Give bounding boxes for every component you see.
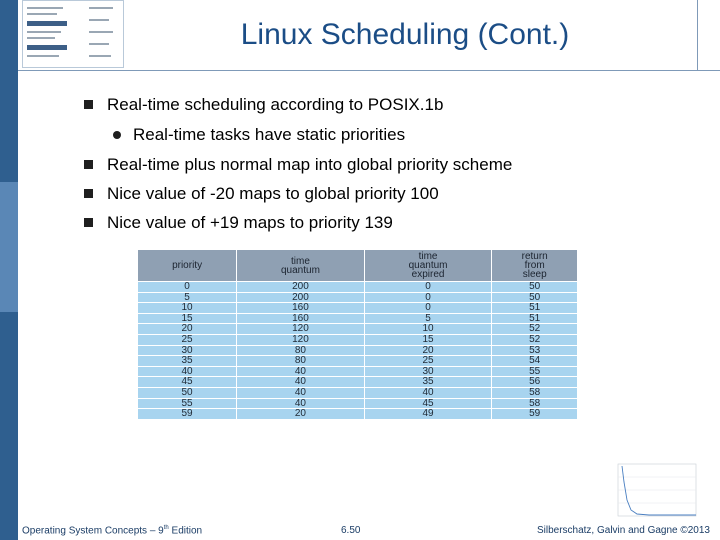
table-cell: 80 [237, 345, 365, 356]
table-row [138, 345, 578, 356]
table-row [138, 387, 578, 398]
table-cell: 50 [492, 292, 577, 303]
table-cell: 5 [364, 313, 492, 324]
table-row [138, 292, 578, 303]
square-bullet-icon [84, 100, 93, 109]
table-cell: 40 [237, 387, 365, 398]
priority-table [137, 250, 577, 419]
bullet-item: Real-time scheduling according to POSIX.1b [84, 95, 443, 115]
table-cell: 120 [237, 334, 365, 345]
table-cell: 55 [492, 366, 577, 377]
mini-curve-graphic [604, 460, 700, 522]
table-cell: 50 [492, 282, 577, 293]
header-priority: priority [138, 250, 237, 282]
bullet-item: Nice value of +19 maps to priority 139 [84, 213, 393, 233]
table-row [138, 409, 578, 419]
left-accent-bar [0, 0, 18, 540]
table-row [138, 356, 578, 367]
table-cell: 40 [138, 366, 237, 377]
table-cell: 120 [237, 324, 365, 335]
footer-page-number: 6.50 [341, 525, 361, 536]
bullet-item: Nice value of -20 maps to global priority 100 [84, 184, 439, 204]
table-cell: 58 [492, 387, 577, 398]
table-cell: 45 [364, 398, 492, 409]
header-thumbnail-graphic [22, 0, 124, 68]
table-cell: 200 [237, 282, 365, 293]
table-cell: 55 [138, 398, 237, 409]
table-cell: 0 [364, 292, 492, 303]
table-row [138, 377, 578, 388]
table-cell: 50 [138, 387, 237, 398]
table-row [138, 303, 578, 314]
table-cell: 15 [138, 313, 237, 324]
table-cell: 15 [364, 334, 492, 345]
table-cell: 0 [364, 303, 492, 314]
table-cell: 160 [237, 313, 365, 324]
table-cell: 200 [237, 292, 365, 303]
header-return-from-sleep: return from sleep [492, 250, 577, 282]
square-bullet-icon [84, 218, 93, 227]
table-cell: 10 [138, 303, 237, 314]
table-row [138, 398, 578, 409]
square-bullet-icon [84, 160, 93, 169]
table-cell: 59 [492, 409, 577, 419]
table-cell: 40 [364, 387, 492, 398]
table-cell: 80 [237, 356, 365, 367]
table-cell: 10 [364, 324, 492, 335]
table-cell: 35 [364, 377, 492, 388]
table-cell: 35 [138, 356, 237, 367]
table-cell: 45 [138, 377, 237, 388]
table-cell: 0 [138, 282, 237, 293]
table-cell: 58 [492, 398, 577, 409]
table-cell: 20 [138, 324, 237, 335]
priority-table-body [138, 282, 578, 419]
header-time-quantum: time quantum [237, 250, 365, 282]
table-cell: 53 [492, 345, 577, 356]
table-cell: 40 [237, 398, 365, 409]
table-cell: 25 [138, 334, 237, 345]
table-cell: 25 [364, 356, 492, 367]
table-cell: 54 [492, 356, 577, 367]
table-row [138, 313, 578, 324]
table-cell: 0 [364, 282, 492, 293]
table-cell: 30 [138, 345, 237, 356]
table-cell: 59 [138, 409, 237, 419]
table-row [138, 366, 578, 377]
left-accent-highlight [0, 182, 18, 312]
table-cell: 40 [237, 366, 365, 377]
header-right-rule [697, 0, 698, 70]
round-bullet-icon [113, 131, 121, 139]
table-cell: 51 [492, 313, 577, 324]
table-cell: 20 [237, 409, 365, 419]
bullet-item: Real-time plus normal map into global priority scheme [84, 155, 512, 175]
header-divider [18, 70, 720, 71]
table-cell: 40 [237, 377, 365, 388]
footer-book-title: Operating System Concepts – 9th Edition [22, 524, 203, 536]
table-cell: 52 [492, 324, 577, 335]
table-cell: 52 [492, 334, 577, 345]
table-row [138, 282, 578, 293]
table-row [138, 324, 578, 335]
slide-title: Linux Scheduling (Cont.) [240, 18, 570, 51]
table-cell: 30 [364, 366, 492, 377]
table-cell: 51 [492, 303, 577, 314]
table-cell: 5 [138, 292, 237, 303]
square-bullet-icon [84, 189, 93, 198]
table-row [138, 334, 578, 345]
header-time-quantum-expired: time quantum expired [364, 250, 492, 282]
footer-copyright: Silberschatz, Galvin and Gagne ©2013 [536, 525, 710, 536]
table-cell: 56 [492, 377, 577, 388]
table-cell: 49 [364, 409, 492, 419]
sub-bullet-item: Real-time tasks have static priorities [113, 125, 405, 145]
table-cell: 20 [364, 345, 492, 356]
table-cell: 160 [237, 303, 365, 314]
table-header-row [138, 250, 578, 282]
